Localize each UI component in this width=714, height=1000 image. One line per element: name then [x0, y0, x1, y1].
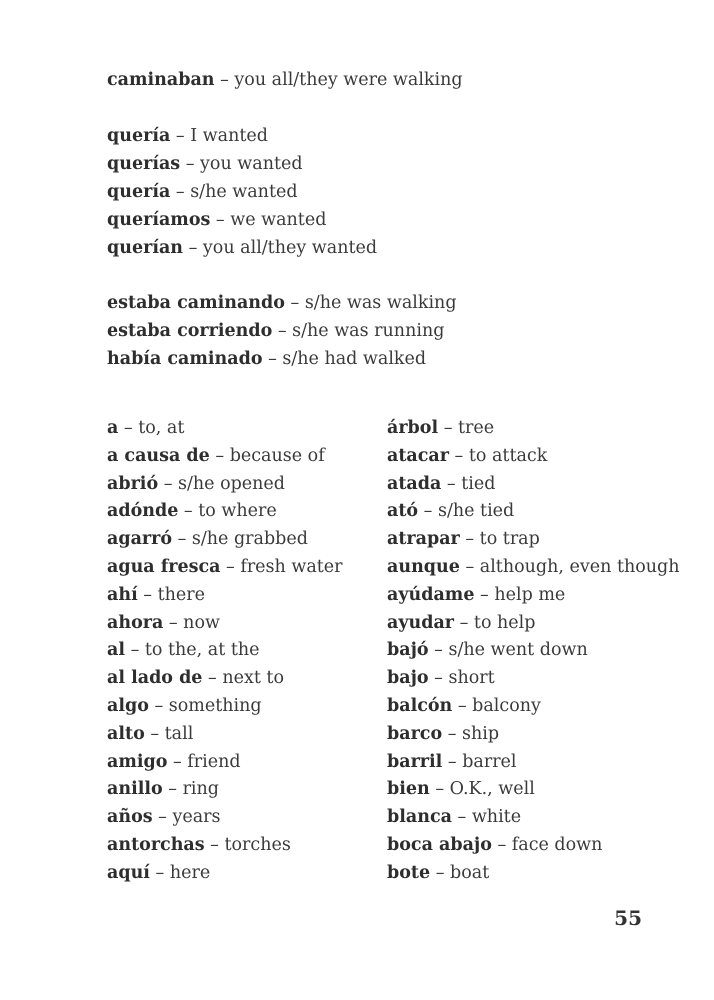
glossary-entry — [107, 750, 343, 778]
entry-definition: – face down — [491, 834, 603, 855]
entry-term: bote — [387, 862, 431, 883]
entry-term: agarró — [107, 529, 173, 550]
page-number: 55 — [614, 906, 642, 930]
entry-term: bajó — [387, 640, 429, 661]
glossary-entry — [387, 805, 680, 833]
entry-term: años — [107, 807, 153, 828]
glossary-entry — [387, 638, 680, 666]
glossary-entry — [107, 472, 343, 500]
glossary-entry — [387, 722, 680, 750]
entry-term: ayúdame — [387, 584, 475, 605]
entry-term: al lado de — [107, 668, 203, 689]
entry-definition: – to trap — [459, 529, 540, 550]
entry-definition: – although, even though — [459, 556, 680, 577]
entry-term: bajo — [387, 668, 429, 689]
glossary-entry — [387, 527, 680, 555]
entry-term: querías — [107, 154, 181, 174]
glossary-entry — [107, 611, 343, 639]
entry-term: estaba corriendo — [107, 321, 273, 341]
entry-definition: – balcony — [452, 695, 541, 716]
entry-definition: – s/he was running — [272, 321, 445, 341]
glossary-entry — [107, 694, 343, 722]
entry-term: ahora — [107, 612, 164, 633]
entry-term: a causa de — [107, 445, 210, 466]
glossary-entry — [387, 666, 680, 694]
entry-definition: – s/he had walked — [262, 349, 427, 369]
entry-definition: – O.K., well — [429, 779, 535, 800]
entry-term: amigo — [107, 751, 168, 772]
entry-definition: – to where — [178, 501, 277, 522]
entry-definition: – fresh water — [220, 556, 343, 577]
entry-term: barco — [387, 723, 443, 744]
entry-term: atada — [387, 473, 442, 494]
entry-term: aquí — [107, 862, 150, 883]
entry-querian — [107, 236, 377, 260]
entry-definition: – s/he opened — [158, 473, 285, 494]
entry-definition: – help me — [474, 584, 566, 605]
entry-definition: – boat — [430, 862, 490, 883]
entry-definition: – you wanted — [180, 154, 303, 174]
entry-definition: – something — [148, 695, 262, 716]
entry-definition: – there — [137, 584, 205, 605]
entry-term: abrió — [107, 473, 159, 494]
entry-definition: – ship — [442, 723, 500, 744]
entry-definition: – tree — [438, 418, 495, 438]
entry-term: balcón — [387, 695, 453, 716]
entry-definition: – s/he went down — [428, 640, 588, 661]
entry-term: agua fresca — [107, 556, 221, 577]
glossary-right-column — [387, 416, 680, 889]
entry-definition: – s/he wanted — [170, 182, 298, 202]
glossary-entry — [107, 777, 343, 805]
entry-definition: – you all/they wanted — [183, 238, 378, 258]
entry-definition: – because of — [209, 445, 325, 466]
entry-term: al — [107, 640, 125, 661]
entry-definition: – tied — [441, 473, 496, 494]
entry-term: antorchas — [107, 834, 205, 855]
glossary-entry — [107, 666, 343, 694]
entry-estaba-caminando — [107, 291, 457, 315]
entry-term: anillo — [107, 779, 163, 800]
glossary-left-column — [107, 416, 343, 889]
entry-term: caminaban — [107, 70, 215, 90]
entry-caminaban — [107, 68, 463, 92]
entry-term: estaba caminando — [107, 293, 285, 313]
entry-definition: – we wanted — [210, 210, 327, 230]
entry-definition: – I wanted — [170, 126, 268, 146]
entry-term: a — [107, 418, 119, 438]
glossary-entry — [387, 611, 680, 639]
entry-term: atacar — [387, 445, 449, 466]
entry-term: barril — [387, 751, 443, 772]
entry-definition: – short — [428, 668, 495, 689]
glossary-entry — [387, 583, 680, 611]
entry-term: algo — [107, 695, 149, 716]
entry-definition: – s/he grabbed — [172, 529, 308, 550]
entry-term: alto — [107, 723, 145, 744]
glossary-entry — [387, 750, 680, 778]
entry-term: bien — [387, 779, 430, 800]
entry-term: adónde — [107, 501, 179, 522]
entry-definition: – white — [451, 807, 522, 828]
entry-term: quería — [107, 126, 171, 146]
entry-definition: – next to — [202, 668, 284, 689]
entry-term: blanca — [387, 807, 452, 828]
entry-term: aunque — [387, 556, 460, 577]
glossary-entry — [107, 527, 343, 555]
entry-term: árbol — [387, 418, 439, 438]
entry-term: había caminado — [107, 349, 263, 369]
glossary-entry — [107, 555, 343, 583]
entry-queria-1 — [107, 124, 268, 148]
entry-estaba-corriendo — [107, 319, 444, 343]
entry-queria-3 — [107, 180, 298, 204]
glossary-entry — [107, 499, 343, 527]
entry-term: boca abajo — [387, 834, 492, 855]
entry-definition: – years — [152, 807, 221, 828]
entry-definition: – s/he was walking — [284, 293, 457, 313]
entry-queriamos — [107, 208, 326, 232]
entry-term: ahí — [107, 584, 138, 605]
entry-definition: – tall — [144, 723, 194, 744]
entry-term: ayudar — [387, 612, 455, 633]
glossary-entry — [107, 416, 343, 444]
glossary-entry — [107, 638, 343, 666]
entry-habia-caminado — [107, 347, 426, 371]
entry-definition: – s/he tied — [418, 501, 515, 522]
glossary-entry — [387, 444, 680, 472]
entry-definition: – to the, at the — [125, 640, 260, 661]
glossary-entry — [387, 694, 680, 722]
entry-definition: – barrel — [442, 751, 517, 772]
entry-definition: – to attack — [448, 445, 548, 466]
glossary-entry — [107, 583, 343, 611]
entry-definition: – torches — [204, 834, 291, 855]
entry-definition: – to, at — [118, 418, 185, 438]
glossary-entry — [387, 861, 680, 889]
entry-definition: – ring — [162, 779, 219, 800]
glossary-entry — [387, 555, 680, 583]
entry-definition: – to help — [454, 612, 536, 633]
glossary-entry — [107, 805, 343, 833]
glossary-entry — [387, 416, 680, 444]
entry-definition: – here — [149, 862, 211, 883]
glossary-entry — [107, 722, 343, 750]
entry-term: querían — [107, 238, 184, 258]
glossary-entry — [387, 499, 680, 527]
glossary-entry — [387, 472, 680, 500]
entry-querias — [107, 152, 303, 176]
entry-definition: – friend — [167, 751, 241, 772]
glossary-entry — [387, 777, 680, 805]
entry-definition: – now — [163, 612, 220, 633]
entry-term: ató — [387, 501, 419, 522]
glossary-entry — [107, 861, 343, 889]
entry-definition: – you all/they were walking — [214, 70, 463, 90]
entry-term: atrapar — [387, 529, 460, 550]
glossary-entry — [107, 444, 343, 472]
entry-term: quería — [107, 182, 171, 202]
glossary-entry — [107, 833, 343, 861]
glossary-entry — [387, 833, 680, 861]
entry-term: queríamos — [107, 210, 211, 230]
